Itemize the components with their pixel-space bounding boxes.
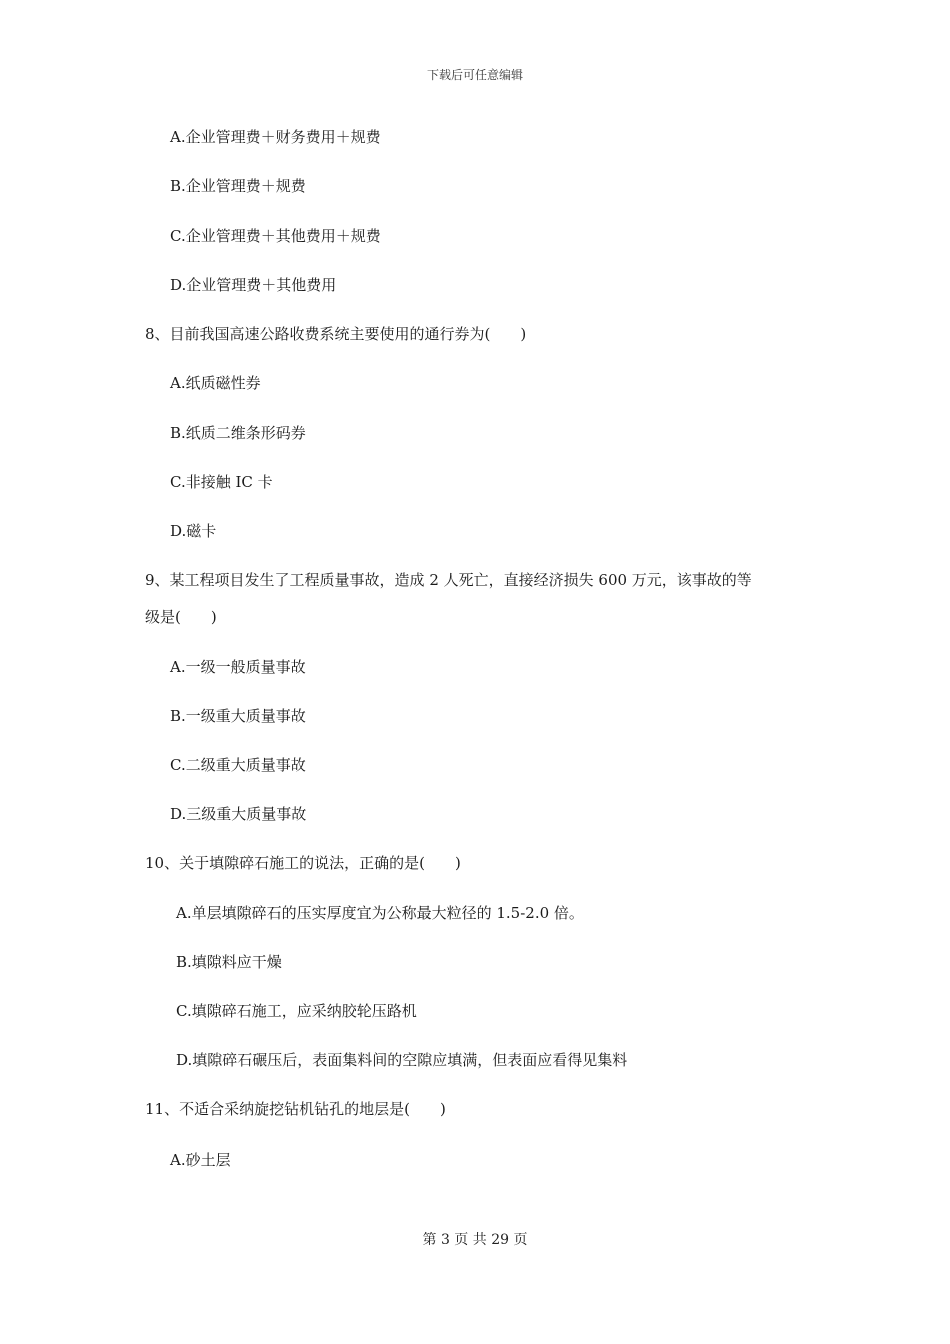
question-9: 9、某工程项目发生了工程质量事故，造成 2 人死亡，直接经济损失 600 万元，该事故的等 <box>145 571 752 589</box>
option-8d: D.磁卡 <box>170 522 217 540</box>
option-10c: C.填隙碎石施工，应采纳胶轮压路机 <box>176 1002 417 1020</box>
option-9c: C.二级重大质量事故 <box>170 756 306 774</box>
option-10a: A.单层填隙碎石的压实厚度宜为公称最大粒径的 1.5-2.0 倍。 <box>176 904 584 922</box>
option-7a: A.企业管理费＋财务费用＋规费 <box>170 128 381 146</box>
option-9b: B.一级重大质量事故 <box>170 707 306 725</box>
option-10b: B.填隙料应干燥 <box>176 953 282 971</box>
question-8: 8、目前我国高速公路收费系统主要使用的通行券为( ) <box>145 325 527 343</box>
option-9d: D.三级重大质量事故 <box>170 805 307 823</box>
option-8a: A.纸质磁性券 <box>170 374 261 392</box>
option-8c: C.非接触 IC 卡 <box>170 473 273 491</box>
page-footer: 第 3 页 共 29 页 <box>422 1232 528 1248</box>
option-7d: D.企业管理费＋其他费用 <box>170 276 337 294</box>
page-header: 下载后可任意编辑 <box>426 68 523 82</box>
option-11a: A.砂土层 <box>170 1151 231 1169</box>
option-7c: C.企业管理费＋其他费用＋规费 <box>170 227 381 245</box>
question-10: 10、关于填隙碎石施工的说法，正确的是( ) <box>145 854 461 872</box>
option-8b: B.纸质二维条形码券 <box>170 424 306 442</box>
question-9-cont: 级是( ) <box>145 608 217 626</box>
question-11: 11、不适合采纳旋挖钻机钻孔的地层是( ) <box>145 1100 446 1118</box>
option-10d: D.填隙碎石碾压后，表面集料间的空隙应填满，但表面应看得见集料 <box>176 1051 628 1069</box>
option-7b: B.企业管理费＋规费 <box>170 177 306 195</box>
option-9a: A.一级一般质量事故 <box>170 658 306 676</box>
